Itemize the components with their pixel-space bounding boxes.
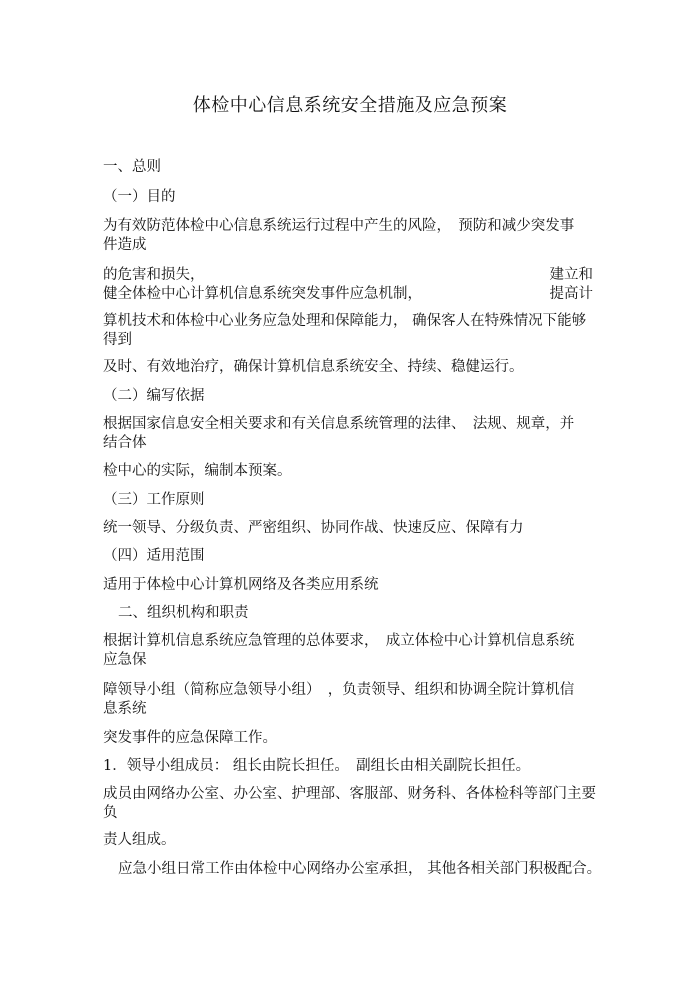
paragraph-line-right: 建立和 — [549, 267, 593, 283]
paragraph-line: 为有效防范体检中心信息系统运行过程中产生的风险， 预防和减少突发事 — [103, 218, 575, 234]
paragraph-line-right: 提高计 — [549, 286, 593, 302]
paragraph-line: 应急小组日常工作由体检中心网络办公室承担， 其他各相关部门积极配合。 — [118, 861, 602, 877]
subsection-heading-principles: （三）工作原则 — [103, 492, 205, 508]
paragraph-line: 1．领导小组成员： 组长由院长担任。 副组长由相关副院长担任。 — [103, 758, 531, 774]
document-title: 体检中心信息系统安全措施及应急预案 — [192, 95, 508, 116]
paragraph-line-left: 的危害和损失， — [103, 267, 205, 283]
paragraph-line: 件造成 — [103, 237, 147, 253]
paragraph-line: 根据国家信息安全相关要求和有关信息系统管理的法律、 法规、规章，并 — [103, 416, 575, 432]
section-heading-general: 一、总则 — [103, 159, 161, 175]
paragraph-line: 成员由网络办公室、办公室、护理部、客服部、财务科、各体检科等部门主要 — [103, 786, 596, 802]
paragraph-line: 责人组成。 — [103, 832, 176, 848]
paragraph-line: 统一领导、分级负责、严密组织、协同作战、快速反应、保障有力 — [103, 520, 524, 536]
paragraph-line: 突发事件的应急保障工作。 — [103, 730, 277, 746]
subsection-heading-basis: （二）编写依据 — [103, 388, 205, 404]
paragraph-line — [103, 285, 593, 303]
paragraph-line: 得到 — [103, 332, 132, 348]
section-heading-organization: 二、组织机构和职责 — [118, 605, 249, 621]
paragraph-line: 障领导小组（简称应急领导小组） ，负责领导、组织和协调全院计算机信 — [103, 682, 575, 698]
paragraph-line: 及时、有效地治疗，确保计算机信息系统安全、持续、稳健运行。 — [103, 359, 524, 375]
subsection-heading-scope: （四）适用范围 — [103, 548, 205, 564]
paragraph-line: 检中心的实际，编制本预案。 — [103, 463, 292, 479]
paragraph-line: 根据计算机信息系统应急管理的总体要求， 成立体检中心计算机信息系统 — [103, 633, 575, 649]
paragraph-line: 结合体 — [103, 435, 147, 451]
paragraph-line: 适用于体检中心计算机网络及各类应用系统 — [103, 577, 379, 593]
paragraph-line: 应急保 — [103, 652, 147, 668]
subsection-heading-purpose: （一）目的 — [103, 189, 176, 205]
paragraph-line: 负 — [103, 805, 118, 821]
paragraph-line-left: 健全体检中心计算机信息系统突发事件应急机制， — [103, 286, 422, 302]
paragraph-line: 息系统 — [103, 701, 147, 717]
paragraph-line — [103, 266, 593, 284]
paragraph-line: 算机技术和体检中心业务应急处理和保障能力， 确保客人在特殊情况下能够 — [103, 313, 587, 329]
